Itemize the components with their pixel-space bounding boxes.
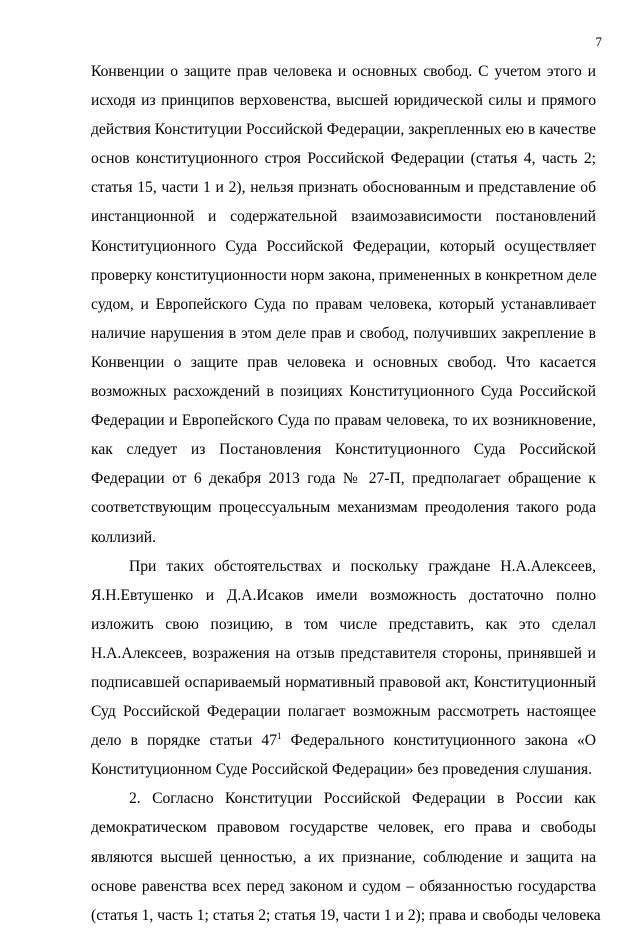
text-line-content: проверку конституционности норм закона, примененных в конкретном деле (91, 266, 597, 284)
text-line (91, 644, 596, 673)
text-line-content: наличие нарушения в этом деле прав и свобод, получивших закрепление в (91, 324, 596, 342)
text-line-content: 2. Согласно Конституции Российской Федерации в России как (129, 790, 596, 808)
text-line (91, 498, 596, 527)
text-line-content: коллизий. (91, 528, 157, 546)
text-line (91, 207, 596, 236)
text-line-content: Суд Российской Федерации полагает возможным рассмотреть настоящее (91, 703, 596, 721)
text-line (91, 673, 596, 702)
text-line (91, 877, 596, 906)
text-line (91, 266, 596, 295)
text-line (91, 324, 596, 353)
text-line-content: основе равенства всех перед законом и судом – обязанностью государства (91, 877, 596, 895)
text-line-content: Н.А.Алексеев, возражения на отзыв представителя стороны, принявшей и (91, 644, 596, 662)
text-line (91, 91, 596, 120)
text-line (91, 818, 596, 847)
text-line (91, 62, 596, 91)
text-line (91, 731, 596, 760)
text-line (91, 295, 596, 324)
text-line-content: являются высшей ценностью, а их признание, соблюдение и защита на (91, 848, 596, 866)
text-line-content: инстанционной и содержательной взаимозависимости постановлений (91, 208, 596, 226)
text-line-content: действия Конституции Российской Федерации, закрепленных ею в качестве (91, 121, 596, 139)
text-line (91, 906, 601, 935)
document-body (91, 62, 601, 935)
superscript: 1 (277, 731, 282, 742)
text-line-content: подписавшей оспариваемый нормативный правовой акт, Конституционный (91, 673, 596, 691)
text-line (91, 237, 596, 266)
text-line-content: Федерации от 6 декабря 2013 года № 27-П, предполагает обращение к (91, 470, 596, 488)
text-line (91, 469, 596, 498)
text-line-content: Я.Н.Евтушенко и Д.А.Исаков имели возможность достаточно полно (91, 586, 596, 604)
text-line-content: Федерации и Европейского Суда по правам человека, то их возникновение, (91, 412, 596, 430)
text-line (91, 702, 596, 731)
text-line-content: Конституционном Суде Российской Федерации» без проведения слушания. (91, 761, 592, 779)
text-line (91, 760, 596, 789)
text-line-content: Конвенции о защите прав человека и основных свобод. Что касается (91, 353, 596, 371)
text-line (91, 120, 596, 149)
text-line-content: статья 15, части 1 и 2), нельзя признать обоснованным и представление об (91, 179, 596, 197)
text-line-content: соответствующим процессуальным механизмам преодоления такого рода (91, 499, 596, 517)
text-line (91, 382, 596, 411)
text-line (91, 557, 596, 586)
text-line (91, 411, 596, 440)
text-line (91, 586, 596, 615)
text-line-content: как следует из Постановления Конституционного Суда Российской (91, 441, 596, 459)
text-line-content: (статья 1, часть 1; статья 2; статья 19, части 1 и 2); права и свободы человека (91, 906, 601, 924)
text-line (91, 528, 596, 557)
text-line-content: судом, и Европейского Суда по правам человека, который устанавливает (91, 295, 596, 313)
text-line (91, 615, 596, 644)
text-line-content: основ конституционного строя Российской Федерации (статья 4, часть 2; (91, 150, 596, 168)
text-line (91, 440, 596, 469)
text-line (91, 789, 596, 818)
text-line-content: дело в порядке статьи 47 (91, 732, 277, 750)
text-line-content: исходя из принципов верховенства, высшей юридической силы и прямого (91, 92, 596, 110)
text-line (91, 178, 596, 207)
text-line-content: возможных расхождений в позициях Конституционного Суда Российской (91, 383, 596, 401)
text-line-content: При таких обстоятельствах и поскольку граждане Н.А.Алексеев, (129, 557, 596, 575)
text-line-content: изложить свою позицию, в том числе представить, как это сделал (91, 615, 596, 633)
text-line-content: Конституционного Суда Российской Федерации, который осуществляет (91, 237, 596, 255)
text-line-continuation: Федерального конституционного закона «О (281, 732, 596, 750)
text-line (91, 848, 596, 877)
text-line (91, 149, 596, 178)
text-line-content: демократическом правовом государстве человек, его права и свободы (91, 819, 596, 837)
page-number: 7 (595, 34, 602, 49)
text-line (91, 353, 596, 382)
text-line-content: Конвенции о защите прав человека и основных свобод. С учетом этого и (91, 63, 596, 80)
